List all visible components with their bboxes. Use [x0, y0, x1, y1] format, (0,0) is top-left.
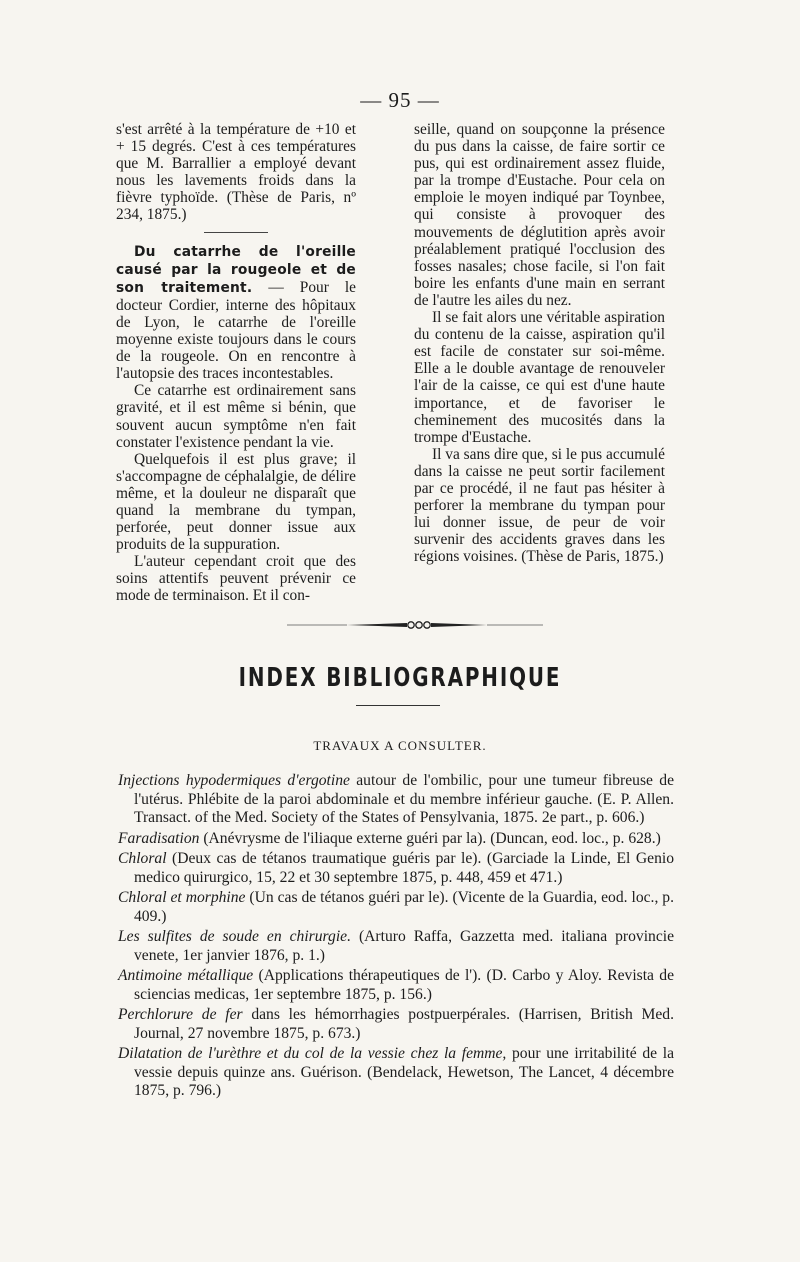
right-paragraph-3: Il va sans dire que, si le pus accumulé dans la caisse ne peut sortir facilement par ce procédé, il ne faut pas hésiter à perforer la membrane du tympan pour lui donner issue, de peur de voir survenir des accidents graves dans les régions voisines. (Thèse de Paris, 1875.) — [414, 445, 665, 566]
entry-text: (Applications thérapeutiques de l'). (D. Carbo y Aloy. Revista de sciencias medicas, 1er septembre 1875, p. 156.) — [134, 967, 674, 1003]
entry-text: (Un cas de tétanos guéri par le). (Vicente de la Guardia, eod. loc., p. 409.) — [134, 889, 674, 925]
article-intro: — Pour le docteur Cordier, interne des hôpitaux de Lyon, le catarrhe de l'oreille moyenne existe toujours dans le cours de la rougeole. On en rencontre à l'autopsie des traces incontestables. — [116, 278, 356, 383]
article-title: Du catarrhe de l'oreille causé par la rougeole et de son traitement. — [116, 243, 356, 296]
article-paragraph — [116, 243, 356, 383]
entry-title: Antimoine métallique — [118, 967, 254, 984]
entry-title: Les sulfites de soude en chirurgie. — [118, 928, 351, 945]
bibliography-entry — [118, 1006, 674, 1043]
bibliography-entry — [118, 928, 674, 965]
left-paragraph-1: s'est arrêté à la température de +10 et + 15 degrés. C'est à ces températures que M. Barrallier a employé devant nous les lavements froids dans la fièvre typhoïde. (Thèse de Paris, nº 234, 1875.) — [116, 121, 356, 224]
entry-title: Chloral et morphine — [118, 889, 246, 906]
right-paragraph-1: seille, quand on soupçonne la présence du pus dans la caisse, de faire sortir ce pus, qui est ordinairement assez fluide, par la trompe d'Eustache. Pour cela on emploie le moyen indiqué par Toynbee, qui consiste à provoquer des mouvements de déglutition après avoir préalablement pratiqué l'occlusion des fosses nasales; chose facile, si l'on fait boire les enfants d'une main en serrant de l'autre les ailes du nez. — [414, 121, 665, 309]
left-paragraph-3: Ce catarrhe est ordinairement sans gravité, et il est même si bénin, que souvent aucun symptôme n'en fait constater l'existence pendant la vie. — [116, 382, 356, 451]
index-subheading: TRAVAUX A CONSULTER. — [313, 738, 487, 753]
index-title: INDEX BIBLIOGRAPHIQUE — [238, 663, 562, 693]
entry-text: (Deux cas de tétanos traumatique guéris par le). (Garciade la Linde, El Genio medico quirurgico, 15, 22 et 30 septembre 1875, p. 448, 459 et 471.) — [134, 850, 674, 886]
bibliography-list — [118, 772, 674, 1103]
page-number: — 95 — — [360, 88, 440, 112]
entry-text: (Anévrysme de l'iliaque externe guéri par la). (Duncan, eod. loc., p. 628.) — [199, 829, 661, 847]
entry-title: Dilatation de l'urèthre et du col de la vessie chez la femme, — [118, 1045, 507, 1062]
bibliography-entry — [118, 889, 674, 926]
left-paragraph-5: L'auteur cependant croit que des soins attentifs peuvent prévenir ce mode de terminaison. Et il con- — [116, 553, 356, 605]
index-title-rule — [356, 705, 440, 706]
entry-title: Faradisation — [118, 829, 200, 847]
bibliography-entry — [118, 850, 674, 887]
left-column — [116, 121, 356, 605]
entry-text: dans les hémorrhagies postpuerpérales. (Harrisen, British Med. Journal, 27 novembre 1875, p. 673.) — [134, 1006, 674, 1042]
entry-text: autour de l'ombilic, pour une tumeur fibreuse de l'utérus. Phlébite de la paroi abdominale et du membre inférieur gauche. (E. P. Allen. Transact. of the Med. Society of the States of Pensylvania, 1875. 2e part., p. 606.) — [134, 772, 674, 826]
entry-text: pour une irritabilité de la vessie depuis quinze ans. Guérison. (Bendelack, Hewetson, The Lancet, 4 décembre 1875, p. 796.) — [134, 1045, 674, 1099]
bibliography-entry — [118, 967, 674, 1004]
entry-title: Perchlorure de fer — [118, 1006, 243, 1023]
right-column — [414, 121, 665, 565]
bibliography-entry — [118, 772, 674, 828]
bibliography-entry — [118, 1045, 674, 1101]
left-paragraph-4: Quelquefois il est plus grave; il s'accompagne de céphalalgie, de délire même, et la douleur ne disparaît que quand la membrane du tympan, perforée, peut donner issue aux produits de la suppuration. — [116, 450, 356, 554]
entry-title: Injections hypodermiques d'ergotine — [118, 772, 350, 789]
right-paragraph-2: Il se fait alors une véritable aspiration du contenu de la caisse, aspiration qu'il est facile de constater sur soi-même. Elle a le double avantage de renouveler l'air de la caisse, ce qui est d'une haute importance, et de favoriser le cheminement des mucosités dans la trompe d'Eustache. — [414, 309, 665, 446]
entry-title: Chloral — [118, 850, 167, 867]
bibliography-entry — [118, 830, 674, 849]
ornament-divider — [287, 618, 543, 632]
entry-text: (Arturo Raffa, Gazzetta med. italiana provincie venete, 1er janvier 1876, p. 1.) — [134, 928, 674, 964]
section-divider — [204, 232, 268, 233]
